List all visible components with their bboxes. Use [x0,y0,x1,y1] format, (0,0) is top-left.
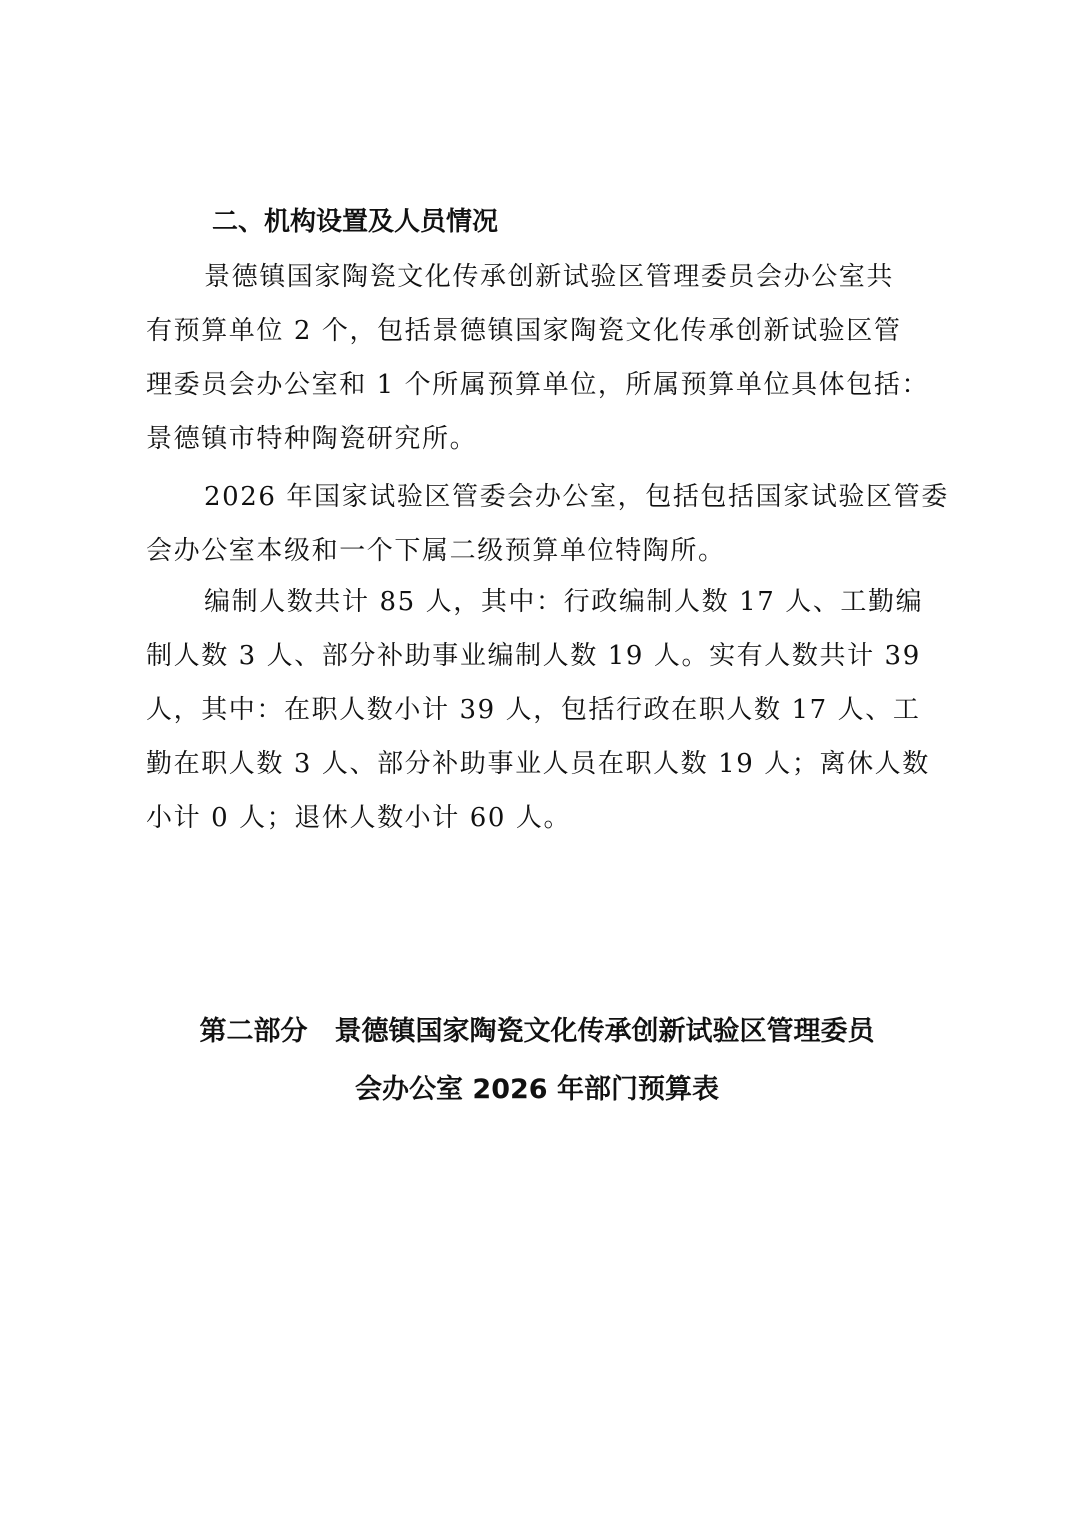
part-title-line: 会办公室 2026 年部门预算表 [355,1074,719,1105]
paragraph-line: 理委员会办公室和 1 个所属预算单位，所属预算单位具体包括： [146,370,930,400]
part-title-line: 第二部分 景德镇国家陶瓷文化传承创新试验区管理委员 [199,1016,875,1047]
paragraph-line: 人，其中：在职人数小计 39 人，包括行政在职人数 17 人、工 [146,695,921,725]
paragraph-line: 小计 0 人；退休人数小计 60 人。 [146,803,572,833]
paragraph-line: 2026 年国家试验区管委会办公室，包括包括国家试验区管委 [204,482,949,512]
section-heading: 二、机构设置及人员情况 [212,207,499,237]
paragraph-line: 会办公室本级和一个下属二级预算单位特陶所。 [146,536,726,566]
paragraph-line: 景德镇国家陶瓷文化传承创新试验区管理委员会办公室共 [204,262,895,292]
paragraph-staffing [146,575,936,845]
paragraph-line: 编制人数共计 85 人，其中：行政编制人数 17 人、工勤编 [204,587,924,617]
paragraph-line: 勤在职人数 3 人、部分补助事业人员在职人数 19 人；离休人数 [146,749,930,779]
paragraph-budget-units [146,250,936,466]
paragraph-line: 景德镇市特种陶瓷研究所。 [146,424,478,454]
part-two-title [0,1003,1074,1119]
paragraph-line: 制人数 3 人、部分补助事业编制人数 19 人。实有人数共计 39 [146,641,921,671]
paragraph-2026-office [146,470,949,578]
paragraph-line: 有预算单位 2 个，包括景德镇国家陶瓷文化传承创新试验区管 [146,316,902,346]
